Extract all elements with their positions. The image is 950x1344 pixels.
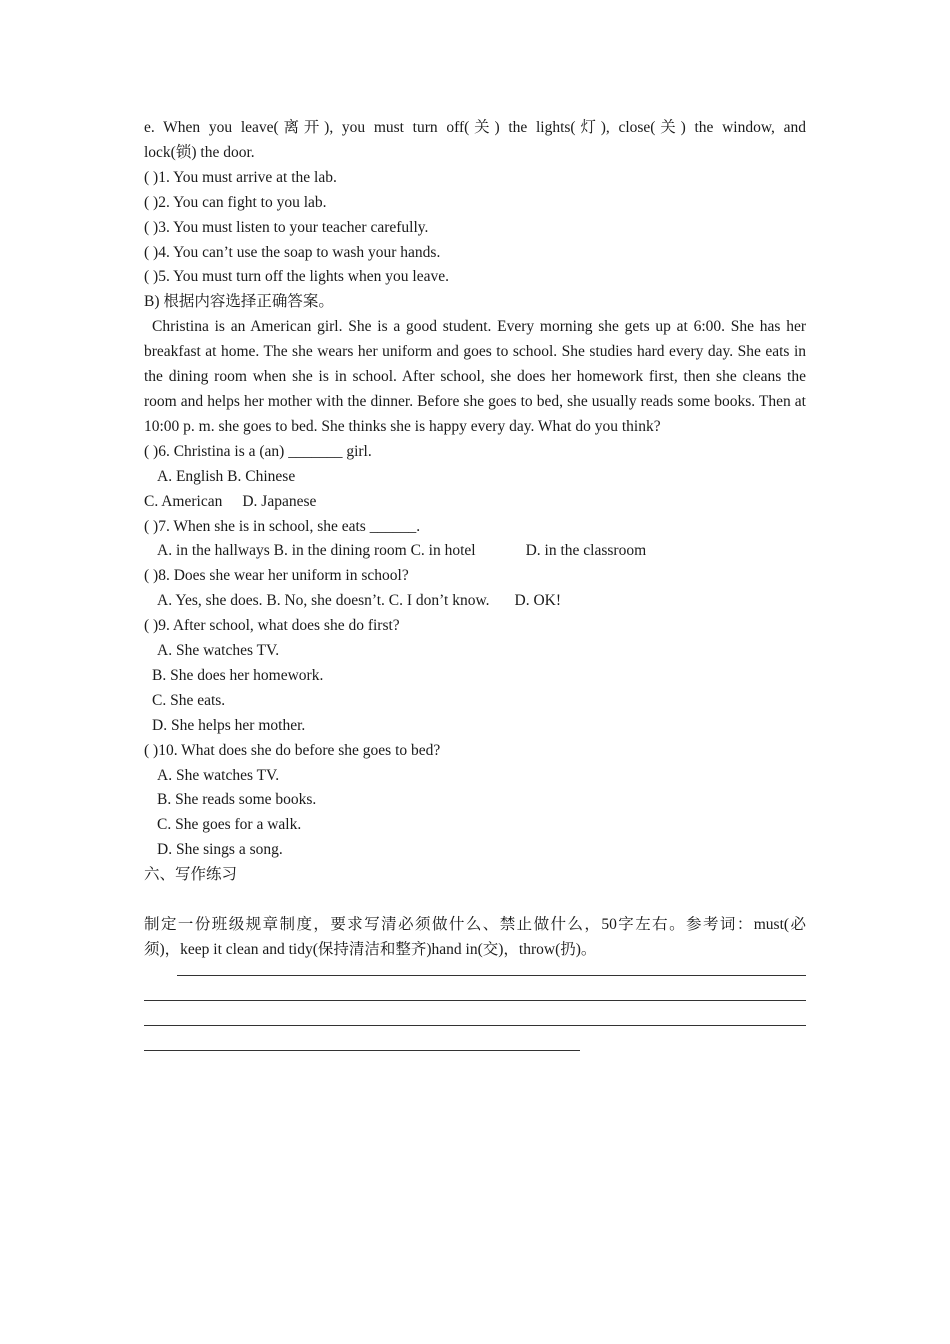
mc-question-10: ( )10. What does she do before she goes to bed?: [144, 741, 441, 759]
mc-question-8-option-d: D. OK!: [514, 592, 562, 610]
mc-question-10-option-c: C. She goes for a walk.: [157, 816, 302, 834]
tf-question-2: ( )2. You can fight to you lab.: [144, 193, 327, 211]
mc-question-9-option-c: C. She eats.: [152, 691, 226, 709]
section-e-line-2: lock(锁) the door.: [144, 143, 255, 161]
mc-question-7-option-d: D. in the classroom: [525, 542, 647, 560]
answer-line-3[interactable]: [144, 1025, 806, 1026]
mc-question-6: ( )6. Christina is a (an) _______ girl.: [144, 442, 372, 460]
mc-question-8: ( )8. Does she wear her uniform in school?: [144, 567, 409, 585]
tf-question-1: ( )1. You must arrive at the lab.: [144, 168, 337, 186]
writing-prompt-line-1: 制定一份班级规章制度，要求写清必须做什么、禁止做什么，50字左右。参考词：must(必: [144, 916, 806, 934]
worksheet-page: [144, 116, 806, 1051]
section-6-heading: 六、写作练习: [144, 866, 238, 884]
mc-question-10-option-d: D. She sings a song.: [157, 841, 283, 859]
section-b-heading: B) 根据内容选择正确答案。: [144, 293, 334, 311]
mc-question-7-options-abc: A. in the hallways B. in the dining room C. in hotel: [157, 542, 476, 560]
answer-line-2[interactable]: [144, 1000, 806, 1001]
tf-question-3: ( )3. You must listen to your teacher carefully.: [144, 218, 429, 236]
mc-question-10-option-a: A. She watches TV.: [157, 766, 280, 784]
mc-question-9-option-a: A. She watches TV.: [157, 642, 280, 660]
mc-question-6-option-c: C. American: [144, 492, 223, 510]
answer-line-1[interactable]: [177, 975, 806, 976]
mc-question-6-options-ab: A. English B. Chinese: [157, 467, 296, 485]
mc-question-9-option-d: D. She helps her mother.: [152, 716, 306, 734]
mc-question-7: ( )7. When she is in school, she eats ______.: [144, 517, 421, 535]
reading-passage-text: Christina is an American girl. She is a good student. Every morning she gets up at 6:00. She has her breakfast at home. The she wears her uniform and goes to school. She studies hard every day. She eats in the dining room when she is in school. After school, she does her homework first, then she cleans the room and helps her mother with the dinner. Before she goes to bed, she usually reads some books. Then at 10:00 p. m. she goes to bed. She thinks she is happy every day. What do you think?: [144, 318, 806, 435]
mc-question-9-option-b: B. She does her homework.: [152, 666, 324, 684]
tf-question-4: ( )4. You can’t use the soap to wash your hands.: [144, 243, 441, 261]
mc-question-6-option-d: D. Japanese: [242, 492, 317, 510]
mc-question-8-options: [144, 589, 806, 614]
writing-prompt-line-2: 须)，keep it clean and tidy(保持清洁和整齐)hand in(交)，throw(扔)。: [144, 941, 597, 958]
section-e-line-1: e. When you leave(离开), you must turn off(关) the lights(灯), close(关) the window, and: [144, 119, 806, 136]
answer-line-4[interactable]: [144, 1050, 580, 1051]
mc-question-7-options: [144, 539, 806, 564]
tf-question-5: ( )5. You must turn off the lights when you leave.: [144, 268, 449, 286]
mc-question-8-options-abc: A. Yes, she does. B. No, she doesn’t. C. I don’t know.: [157, 592, 490, 610]
reading-passage: [144, 315, 806, 440]
mc-question-9: ( )9. After school, what does she do first?: [144, 617, 400, 635]
mc-question-10-option-b: B. She reads some books.: [157, 791, 317, 809]
mc-question-6-options-cd: [144, 490, 806, 515]
